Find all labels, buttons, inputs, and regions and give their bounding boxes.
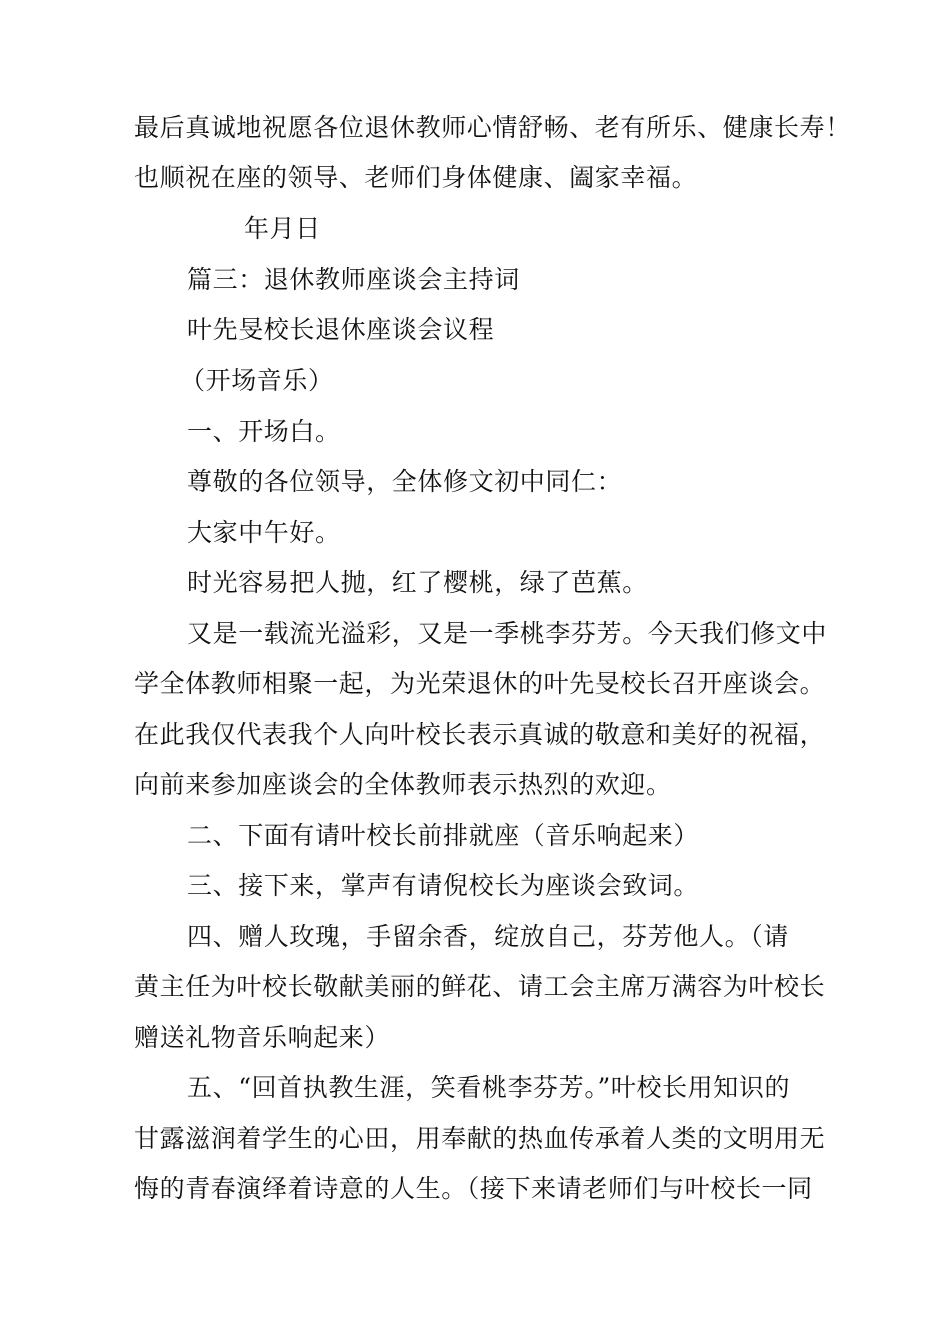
text-line: 四、赠人玫瑰，手留余香，绽放自己，芬芳他人。（请: [187, 922, 789, 951]
text-line: 一、开场白。: [187, 417, 341, 446]
text-line: 大家中午好。: [187, 518, 341, 547]
text-line: 赠送礼物音乐响起来）: [134, 1023, 391, 1052]
text-line: 又是一载流光溢彩，又是一季桃李芬芳。今天我们修文中: [187, 619, 828, 648]
text-line: 甘露滋润着学生的心田，用奉献的热血传承着人类的文明用无: [134, 1124, 826, 1153]
text-line: 最后真诚地祝愿各位退休教师心情舒畅、老有所乐、健康长寿！: [134, 113, 851, 142]
date-line: 年月日: [244, 214, 321, 243]
text-line: 向前来参加座谈会的全体教师表示热烈的欢迎。: [134, 770, 672, 799]
text-line: 悔的青春演绎着诗意的人生。（接下来请老师们与叶校长一同: [134, 1174, 813, 1203]
text-line: 学全体教师相聚一起，为光荣退休的叶先旻校长召开座谈会。: [134, 669, 826, 698]
text-line: 三、接下来，掌声有请倪校长为座谈会致词。: [187, 871, 700, 900]
text-line: 五、“回首执教生涯，笑看桃李芬芳。”叶校长用知识的: [187, 1073, 791, 1102]
text-line: 在此我仅代表我个人向叶校长表示真诚的敬意和美好的祝福，: [134, 720, 826, 749]
text-line: 二、下面有请叶校长前排就座（音乐响起来）: [187, 821, 700, 850]
text-line: 黄主任为叶校长敬献美丽的鲜花、请工会主席万满容为叶校长: [134, 972, 826, 1001]
section-heading: 篇三：退休教师座谈会主持词: [187, 265, 520, 294]
agenda-title: 叶先旻校长退休座谈会议程: [187, 315, 495, 344]
text-line: 时光容易把人抛，红了樱桃，绿了芭蕉。: [187, 568, 648, 597]
text-line: （开场音乐）: [180, 366, 334, 395]
text-line: 尊敬的各位领导，全体修文初中同仁：: [187, 467, 623, 496]
text-line: 也顺祝在座的领导、老师们身体健康、阖家幸福。: [134, 163, 698, 192]
